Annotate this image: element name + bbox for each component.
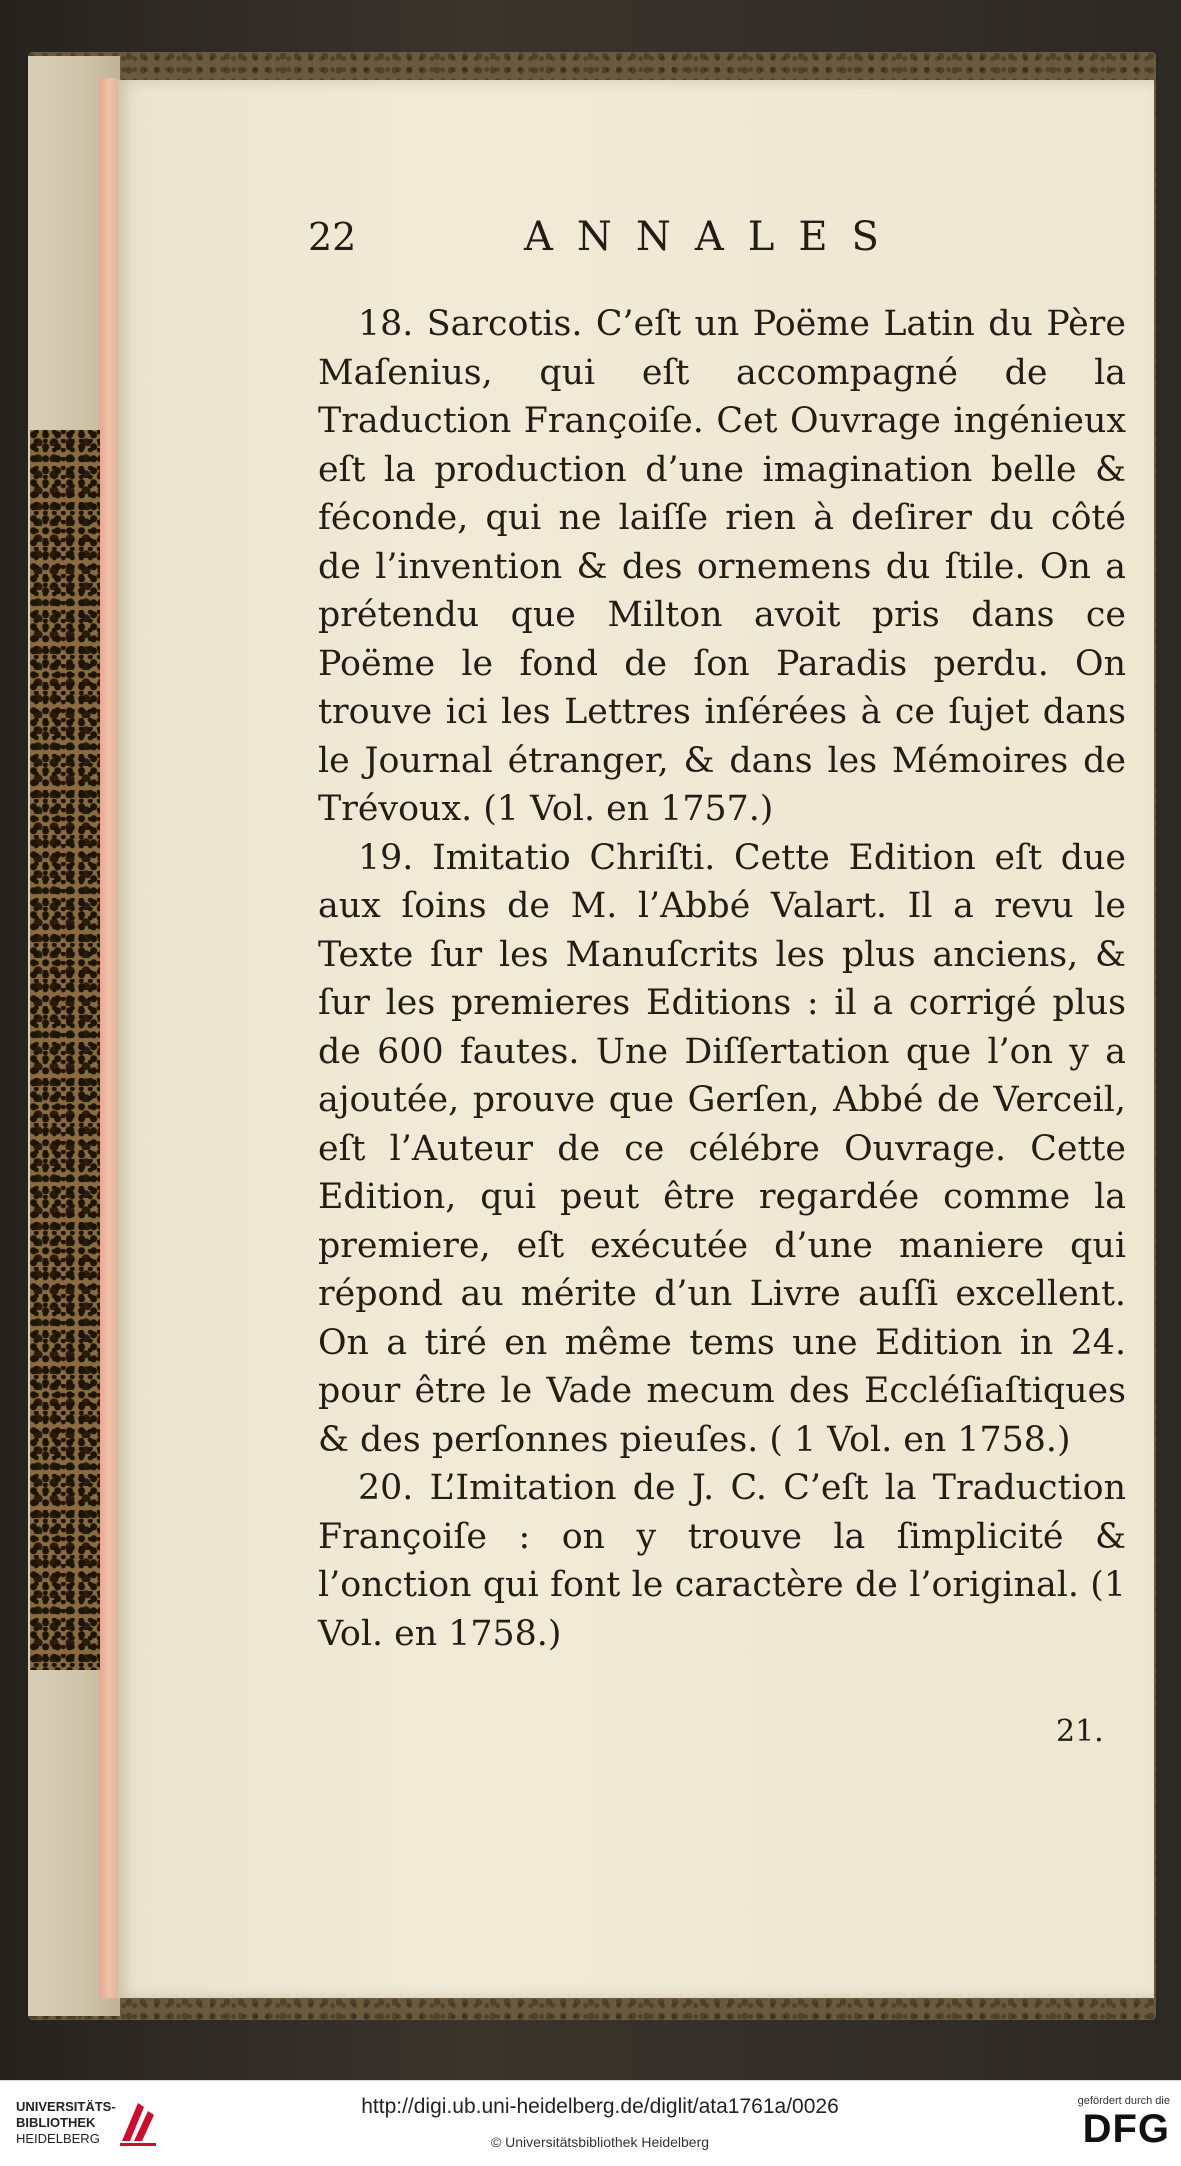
red-page-edge: [100, 78, 118, 1998]
logo-line-3: HEIDELBERG: [16, 2131, 100, 2146]
viewer-footer: [0, 2080, 1181, 2166]
paragraph-entry-20: 20. L’Imitation de J. C. C’eſt la Traduction Françoiſe : on y trouve la ſimplicité & l’onction qui font le caractère de l’original. (1 Vol. en 1758.): [318, 1468, 1126, 1654]
dfg-logo[interactable]: [1040, 2095, 1170, 2151]
ub-logo-mark-icon: [116, 2097, 160, 2149]
logo-line-1: UNIVERSITÄTS-: [16, 2099, 116, 2114]
running-head: ANNALES: [524, 214, 903, 260]
logo-line-2: BIBLIOTHEK: [16, 2115, 96, 2130]
copyright-notice: © Universitätsbibliothek Heidelberg: [490, 2134, 710, 2150]
dfg-wordmark: DFG: [1082, 2107, 1170, 2151]
permalink-url[interactable]: http://digi.ub.uni-heidelberg.de/diglit/ata1761a/0026: [361, 2095, 839, 2118]
page-number: 22: [308, 215, 357, 259]
page-body: [318, 300, 1126, 1658]
catchword: 21.: [1056, 1714, 1104, 1749]
page-header: [308, 212, 908, 268]
funded-by-label: gefördert durch die: [1077, 2095, 1170, 2107]
paragraph-entry-19: 19. Imitatio Chriſti. Cette Edition eſt due aux ſoins de M. l’Abbé Valart. Il a revu le Texte ſur les Manuſcrits les plus anciens, & ſur les premieres Editions : il a corrigé plus de 600 fautes. Une Diſſertation que l’on y a ajoutée, prouve que Gerſen, Abbé de Verceil, eſt l’Auteur de ce célébre Ouvrage. Cette Edition, qui peut être regardée comme la premiere, eſt exécutée d’une maniere qui répond au mérite d’un Livre auſſi excellent. On a tiré en même tems une Edition in 24. pour être le Vade mecum des Eccléſiaſtiques & des perſonnes pieuſes. ( 1 Vol. en 1758.): [318, 837, 1126, 1460]
ub-heidelberg-logo[interactable]: [16, 2099, 186, 2155]
paragraph-entry-18: 18. Sarcotis. C’eſt un Poëme Latin du Père Maſenius, qui eſt accompagné de la Traduction Françoiſe. Cet Ouvrage ingénieux eſt la production d’une imagination belle & féconde, qui ne laiſſe rien à deſirer du côté de l’invention & des ornemens du ſtile. On a prétendu que Milton avoit pris dans ce Poëme le fond de ſon Paradis perdu. On trouve ici les Lettres inſérées à ce ſujet dans le Journal étranger, & dans les Mémoires de Trévoux. (1 Vol. en 1757.): [318, 304, 1126, 829]
marbled-cover-strip: [30, 430, 100, 1670]
